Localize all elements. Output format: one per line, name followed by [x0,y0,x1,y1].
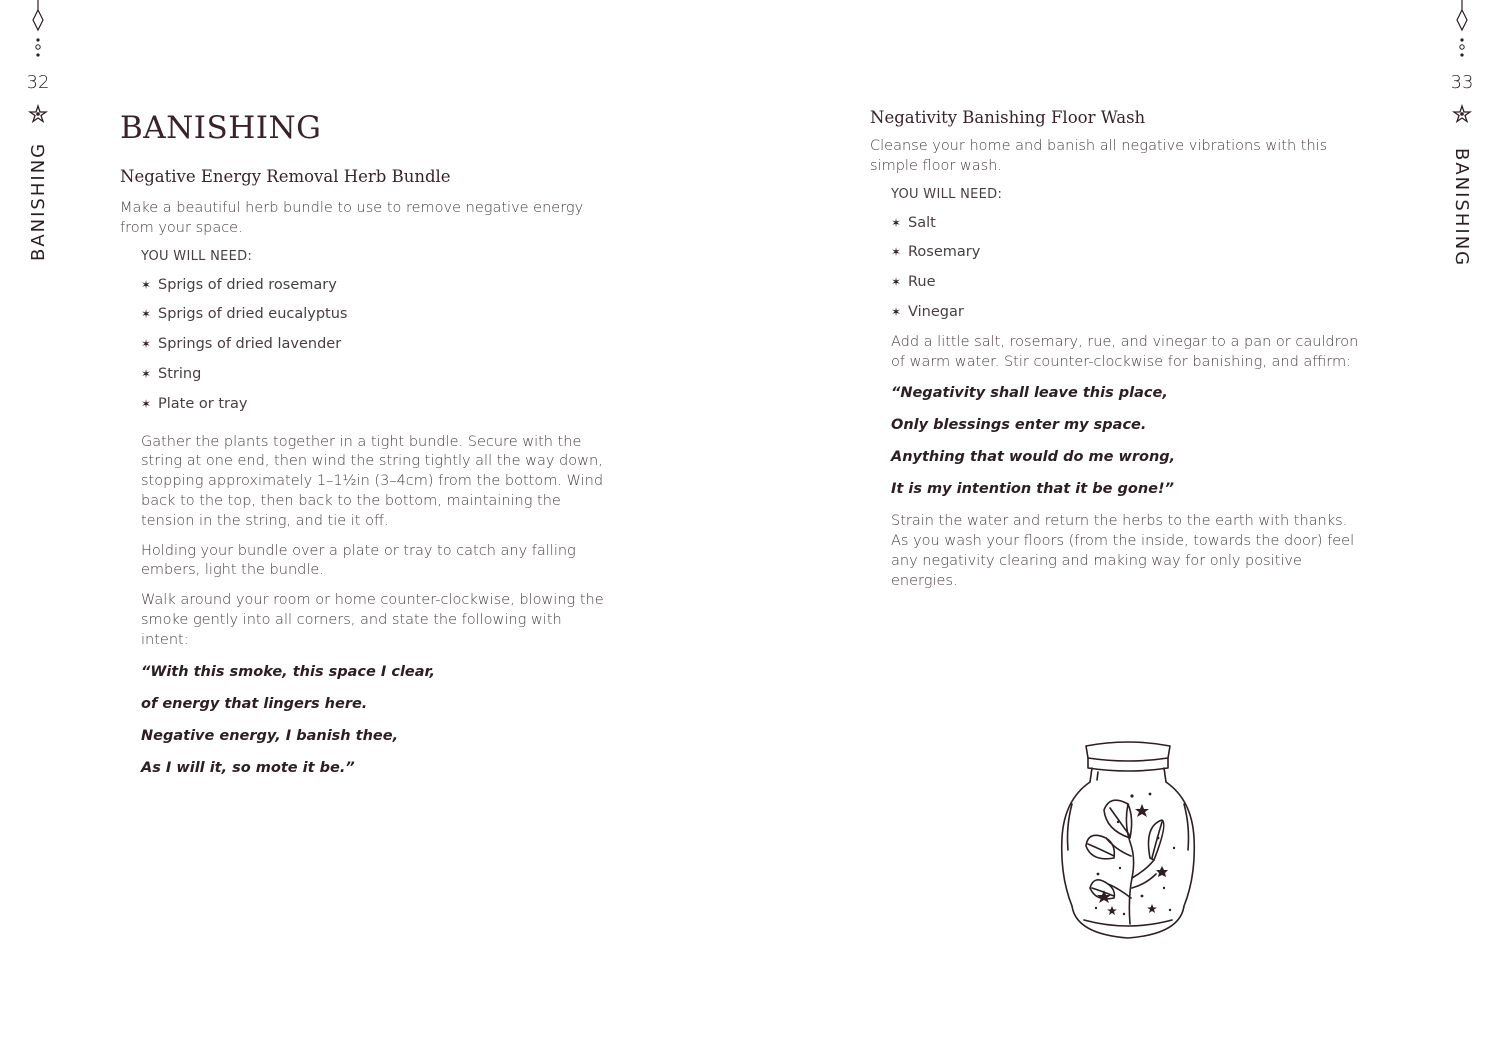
recipe-title: Negative Energy Removal Herb Bundle [120,167,451,186]
step-paragraph: Holding your bundle over a plate or tray to catch any falling embers, light the bundle. [141,542,576,579]
you-will-need-label: YOU WILL NEED: [141,248,253,264]
star-bullet-icon: ✶ [141,277,152,292]
ingredient-list [141,276,610,425]
herb-jar-illustration [1058,738,1198,944]
star-bullet-icon: ✶ [141,307,152,322]
star-icon [1452,104,1472,124]
incantation-line: Only blessings enter my space. [891,417,1147,434]
incantation-line: It is my intention that it be gone!” [891,481,1174,498]
step-paragraph: Add a little salt, rosemary, rue, and vinegar to a pan or cauldron of warm water. Stir counter-clockwise for banishing, and affirm: [891,333,1359,370]
star-bullet-icon: ✶ [891,245,902,260]
star-bullet-icon: ✶ [141,366,152,381]
list-item: ✶ Plate or tray [141,395,248,412]
list-item: ✶ Springs of dried lavender [141,336,342,353]
page-number: 32 [26,72,50,93]
list-item: ✶ Sprigs of dried eucalyptus [141,306,348,323]
running-head: BANISHING [1451,148,1472,268]
right-content [870,108,1360,602]
you-will-need-label: YOU WILL NEED: [891,186,1003,202]
incantation-line: of energy that lingers here. [141,695,368,712]
incantation-line: Anything that would do me wrong, [891,449,1176,466]
list-item: ✶ Sprigs of dried rosemary [141,276,337,293]
recipe-intro: Cleanse your home and banish all negative vibrations with this simple floor wash. [870,138,1328,174]
list-item: ✶ Rosemary [891,244,981,261]
running-head: BANISHING [28,141,49,261]
list-item: ✶ String [141,365,202,382]
list-item: ✶ Salt [891,214,936,231]
page-number: 33 [1450,72,1474,93]
star-icon [28,104,48,124]
incantation-line: “With this smoke, this space I clear, [141,663,436,680]
star-bullet-icon: ✶ [141,337,152,352]
ornament-drop-icon [1442,0,1482,62]
ingredient-list [891,214,1360,333]
recipe-title: Negativity Banishing Floor Wash [870,108,1146,127]
list-item: ✶ Rue [891,274,936,291]
left-content [120,110,610,791]
chapter-title: BANISHING [120,110,322,146]
closing-paragraph: Strain the water and return the herbs to the earth with thanks. As you wash your floors (from the inside, towards the door) feel any negativity clearing and making way for only positive energies. [891,513,1355,589]
star-bullet-icon: ✶ [891,275,902,290]
star-bullet-icon: ✶ [891,304,902,319]
ornament-drop-icon [18,0,58,62]
incantation-line: “Negativity shall leave this place, [891,385,1168,402]
incantation-line: Negative energy, I banish thee, [141,727,399,744]
list-item: ✶ Vinegar [891,303,964,320]
step-paragraph: Gather the plants together in a tight bundle. Secure with the string at one end, then wind the string tightly all the way down, stopping approximately 1–1½in (3–4cm) from the bottom. Wind back to the top, then back to the bottom, maintaining the tension in the string, and tie it off. [141,433,604,529]
step-paragraph: Walk around your room or home counter-clockwise, blowing the smoke gently into all corners, and state the following with intent: [141,592,604,648]
recipe-intro: Make a beautiful herb bundle to use to remove negative energy from your space. [120,200,584,236]
star-bullet-icon: ✶ [891,215,902,230]
star-bullet-icon: ✶ [141,396,152,411]
incantation-line: As I will it, so mote it be.” [141,759,355,776]
